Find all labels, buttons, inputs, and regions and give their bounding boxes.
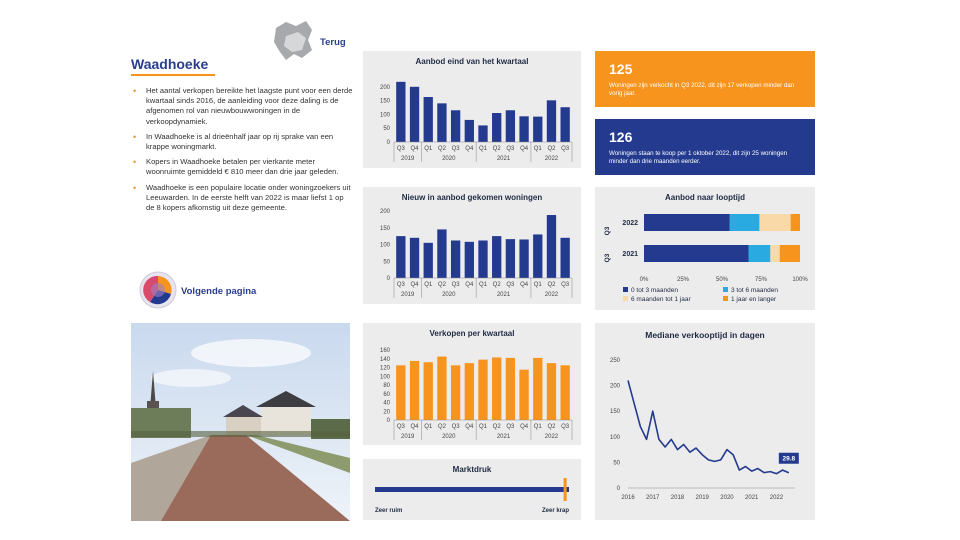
x-tick-label: 75% [754,277,768,283]
y-tick-label: 100 [379,242,390,249]
bar [424,97,433,142]
x-tick-label: Q2 [437,146,446,152]
stacked-bar-segment [780,245,800,262]
y-tick-label: 40 [383,400,390,407]
market-pressure-marker [564,478,567,501]
x-tick-label: Q1 [478,146,488,152]
y-tick-label: 200 [609,383,620,390]
x-tick-label: Q1 [424,282,433,288]
group-label: Q3 [604,253,611,263]
legend-label: 3 tot 6 maanden [731,287,778,294]
chart-panel-verkooptijd [595,323,815,520]
x-tick-label: Q4 [520,282,529,288]
chart-aanbod [363,51,581,168]
year-label: 2021 [496,434,511,440]
x-tick-label: Q3 [561,282,570,288]
bar [410,87,419,142]
chart-panel-verkopen [363,323,581,445]
bar [533,117,542,142]
bar [533,358,542,420]
x-tick-label: Q3 [451,146,460,152]
x-tick-label: Q3 [561,424,570,430]
x-tick-label: Q2 [547,424,556,430]
stacked-bar-segment [770,245,779,262]
x-tick-label: Q4 [410,424,419,430]
y-tick-label: 100 [379,374,390,381]
chart-looptijd [595,187,815,310]
bar [410,361,419,420]
end-value-label: 29.8 [782,455,796,463]
x-tick-label: Q3 [451,424,460,430]
year-label: 2022 [544,156,559,162]
list-item: • In Waadhoeke is al drieënhalf jaar op rij sprake van een krappe woningmarkt. [131,132,353,152]
legend-swatch [623,296,628,301]
bar [437,103,446,142]
x-tick-label: Q3 [396,424,405,430]
x-tick-label: Q4 [465,146,474,152]
page-title: Waadhoeke [131,56,209,72]
y-tick-label: 0 [386,276,390,282]
x-tick-label: Q4 [465,424,474,430]
next-page-pie-icon[interactable] [138,270,178,310]
chart-panel-looptijd [595,187,815,310]
bar [424,362,433,420]
y-tick-label: 60 [383,391,390,398]
y-tick-label: 50 [383,259,390,266]
stacked-bar-segment [644,245,749,262]
street-photo [131,323,350,521]
next-page-button[interactable]: Volgende pagina [181,286,257,297]
chart-title: Mediane verkooptijd in dagen [645,330,765,340]
x-tick-label: Q2 [437,282,446,288]
x-tick-label: 2016 [621,495,635,501]
x-tick-label: Q4 [410,146,419,152]
y-tick-label: 20 [383,409,390,416]
x-tick-label: Q1 [533,282,542,288]
x-tick-label: 50% [715,277,729,283]
chart-panel-marktdruk [363,459,581,520]
bar [519,116,528,142]
region-map-icon[interactable] [272,18,316,64]
bar [492,236,501,278]
bar [465,120,474,142]
chart-title: Aanbod eind van het kwartaal [415,57,529,66]
bar [492,113,501,142]
chart-panel-nieuw [363,187,581,304]
group-label: Q3 [604,226,611,236]
x-tick-label: 2022 [769,495,784,501]
x-tick-label: Q2 [492,424,501,430]
x-tick-label: Q4 [520,146,529,152]
y-tick-label: 80 [383,383,390,389]
x-tick-label: Q3 [451,282,460,288]
chart-title: Verkopen per kwartaal [429,329,515,338]
year-label: 2020 [442,156,456,162]
kpi-text: Woningen zijn verkocht in Q3 2022, dit zijn 17 verkopen minder dan vorig jaar. [609,82,795,97]
y-tick-label: 0 [616,486,620,492]
chart-title: Marktdruk [452,465,492,474]
y-tick-label: 150 [609,409,620,416]
x-tick-label: Q2 [492,146,501,152]
legend-label: 1 jaar en langer [731,296,777,303]
x-tick-label: Q1 [533,424,542,430]
bar [547,100,556,142]
y-tick-label: 200 [379,209,390,215]
x-tick-label: Q3 [506,146,515,152]
list-item: • Kopers in Waadhoeke betalen per vierkante meter woonruimte gemiddeld € 810 meer dan drie jaar geleden. [131,157,353,177]
bar [396,82,405,142]
x-tick-label: 25% [676,277,690,283]
bar [451,110,460,142]
x-tick-label: Q1 [478,424,488,430]
x-tick-label: 2019 [695,495,709,501]
kpi-text: Woningen staan te koop per 1 oktober 2022, dit zijn 25 woningen minder dan drie maanden eerder. [609,150,788,165]
year-label: 2020 [442,292,456,298]
y-tick-label: 250 [609,358,620,364]
legend-swatch [723,296,728,301]
year-label: 2019 [401,156,415,162]
kpi-card-sales [595,51,815,107]
x-tick-label: Q3 [506,282,515,288]
year-label: 2021 [496,292,511,298]
bar [424,243,433,278]
x-tick-label: 100% [792,277,808,283]
bar [478,360,487,420]
x-tick-label: Q3 [506,424,515,430]
legend-label: 6 maanden tot 1 jaar [631,296,691,303]
chart-verkooptijd [595,323,815,520]
stacked-bar-segment [759,214,790,231]
year-label: 2022 [544,434,559,440]
y-tick-label: 200 [379,84,390,91]
x-tick-label: Q3 [561,146,570,152]
x-tick-label: Q2 [547,282,556,288]
summary-list [131,86,353,218]
series-line [628,380,789,473]
x-tick-label: 2020 [720,495,734,501]
bar [396,365,405,420]
bar [492,357,501,420]
y-tick-label: 0 [386,418,390,424]
back-link[interactable]: Terug [320,37,346,48]
bar [437,357,446,420]
title-underline [131,74,215,76]
y-tick-label: 120 [379,365,390,372]
bar [506,358,515,420]
legend-label: 0 tot 3 maanden [631,287,678,294]
x-tick-label: Q4 [410,282,419,288]
x-tick-label: 2021 [745,495,759,501]
bar [560,238,569,278]
chart-verkopen [363,323,581,445]
market-pressure-track [375,487,569,492]
y-tick-label: 150 [379,98,390,105]
bar [547,363,556,420]
chart-panel-aanbod [363,51,581,168]
bar [560,107,569,142]
y-tick-label: 150 [379,225,390,232]
bar [560,365,569,420]
bar [437,229,446,278]
row-label: 2021 [622,251,638,258]
chart-title: Aanbod naar looptijd [665,193,745,202]
y-tick-label: 50 [383,126,390,133]
y-tick-label: 0 [386,140,390,146]
bar [410,238,419,278]
x-tick-label: Q1 [478,282,488,288]
chart-title: Nieuw in aanbod gekomen woningen [401,193,543,202]
kpi-value: 126 [609,129,633,145]
bar [396,236,405,278]
kpi-card-supply [595,119,815,175]
bar [533,234,542,278]
bar [465,242,474,278]
year-label: 2019 [401,292,415,298]
bar [478,125,487,142]
bar [506,110,515,142]
x-tick-label: Q3 [396,282,405,288]
year-label: 2022 [544,292,559,298]
list-item: • Waadhoeke is een populaire locatie onder woningzoekers uit Leeuwarden. In de eerste helft van 2022 is maar liefst 1 op de 8 kopers afkomstig uit deze gemeente. [131,183,353,214]
x-tick-label: Q4 [520,424,529,430]
stacked-bar-segment [730,214,760,231]
bar [519,239,528,278]
x-tick-label: Q1 [533,146,542,152]
right-label: Zeer krap [541,508,569,514]
bar [451,365,460,420]
bar [478,240,487,278]
year-label: 2019 [401,434,415,440]
bar [465,363,474,420]
stacked-bar-segment [749,245,771,262]
bar [547,215,556,278]
list-item: • Het aantal verkopen bereikte het laagste punt voor een derde kwartaal sinds 2016, de aanleiding voor deze daling is de afgenomen rol van nieuwbouwwoningen in de verkoopdynamiek. [131,86,353,127]
x-tick-label: 0% [639,277,649,283]
x-tick-label: Q2 [492,282,501,288]
bar [506,239,515,278]
x-tick-label: 2018 [670,495,685,501]
left-label: Zeer ruim [375,508,403,514]
y-tick-label: 140 [379,356,390,363]
bar [519,370,528,420]
stacked-bar-segment [644,214,730,231]
x-tick-label: Q4 [465,282,474,288]
legend-swatch [723,287,728,292]
year-label: 2021 [496,156,511,162]
x-tick-label: Q1 [424,146,433,152]
x-tick-label: Q2 [437,424,446,430]
year-label: 2020 [442,434,456,440]
stacked-bar-segment [791,214,800,231]
legend-swatch [623,287,628,292]
kpi-value: 125 [609,61,633,77]
y-tick-label: 160 [379,348,390,354]
y-tick-label: 50 [613,460,620,467]
bar [451,240,460,278]
x-tick-label: 2017 [646,495,660,501]
y-tick-label: 100 [609,434,620,441]
row-label: 2022 [622,220,638,227]
x-tick-label: Q3 [396,146,405,152]
chart-nieuw [363,187,581,304]
chart-marktdruk [363,459,581,520]
x-tick-label: Q1 [424,424,433,430]
y-tick-label: 100 [379,112,390,119]
x-tick-label: Q2 [547,146,556,152]
